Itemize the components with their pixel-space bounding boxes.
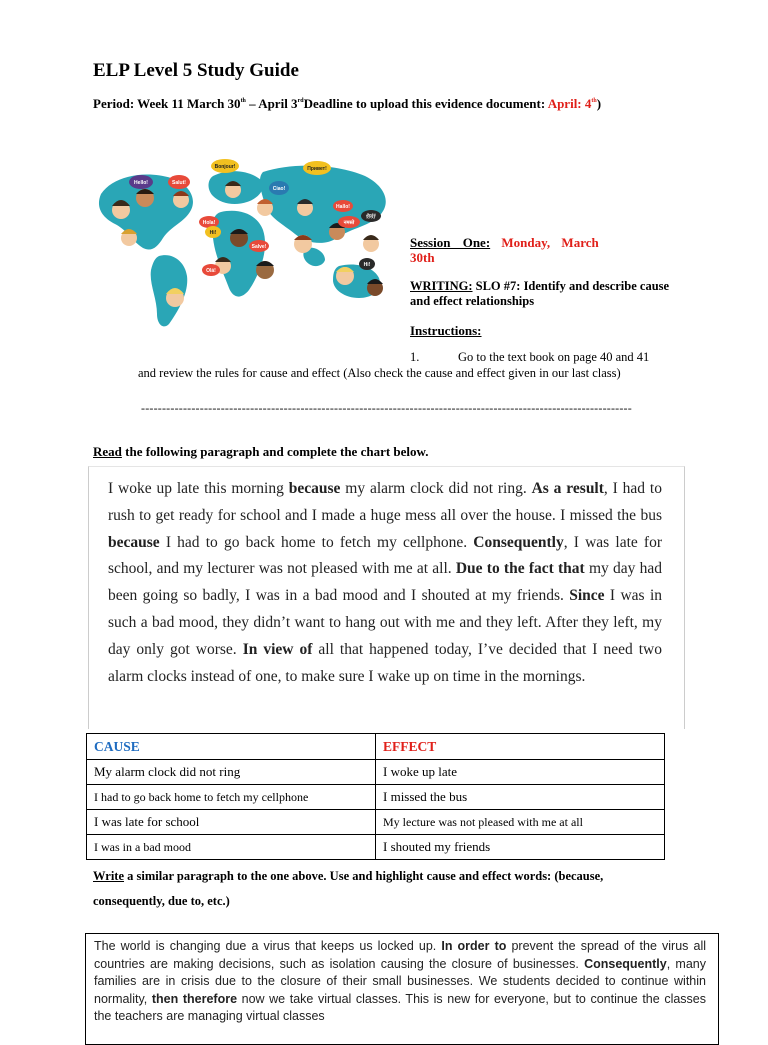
- writing-label: WRITING:: [410, 279, 473, 293]
- bubble-text: Hi!: [209, 230, 217, 236]
- bubble-text: Hallo!: [336, 204, 350, 210]
- paragraph-text: prevent the spread of the virus all countries are making decisions, such as isolation causing the closure of businesses.: [94, 939, 706, 971]
- paragraph-text: I was in such a bad mood, they didn’t want to hang out with me and they left. After they left, my day only got worse.: [108, 587, 662, 658]
- paragraph-text: , many families are in crisis due to the closure of their small businesses. We students decided to continue within normality,: [94, 956, 706, 1006]
- bubble-text: Привет!: [307, 166, 327, 172]
- highlighted-connector: because: [108, 533, 160, 551]
- highlighted-connector: Due to the fact that: [455, 560, 585, 578]
- effect-cell: My lecture was not pleased with me at all: [376, 810, 665, 835]
- chart-header-row: [87, 734, 665, 760]
- bubble-text: Hi!: [363, 262, 371, 268]
- bubble-text: 你好: [365, 214, 377, 220]
- period-mid: – April 3: [245, 96, 298, 111]
- table-row: [87, 835, 665, 860]
- highlighted-connector: As a result: [531, 480, 604, 497]
- bubble-text: Ciao!: [272, 186, 286, 192]
- deadline-sup: th: [591, 98, 597, 104]
- effect-cell: I shouted my friends: [376, 835, 665, 860]
- instructions-heading: Instructions:: [410, 323, 482, 338]
- paragraph-text: now we take virtual classes. This is new for everyone, but to continue the classes the teachers are managing virtual classes: [94, 991, 706, 1023]
- read-word: Read: [93, 444, 122, 459]
- bubble-text: Olá!: [206, 268, 216, 274]
- writing-slo: [410, 279, 680, 309]
- cause-cell: I was in a bad mood: [87, 835, 376, 860]
- paragraph-text: , I was late for school, and my lecturer was not pleased with me at all.: [108, 533, 662, 578]
- header-cause: CAUSE: [87, 734, 376, 760]
- answer-paragraph: [94, 938, 706, 1026]
- header-effect: EFFECT: [376, 734, 665, 760]
- effect-cell: I missed the bus: [376, 785, 665, 810]
- deadline-label: Deadline to upload this evidence document:: [303, 96, 548, 111]
- writing-text: SLO #7: Identify and describe cause and effect relationships: [410, 279, 670, 308]
- period-sup-th: th: [240, 98, 246, 104]
- session-date: Monday, March 30th: [410, 235, 599, 265]
- bubble-text: Salut!: [172, 180, 186, 186]
- cause-cell: I was late for school: [87, 810, 376, 835]
- bubble-text: Hola!: [202, 220, 216, 226]
- paragraph-text: my day had been going so badly, I was in a bad mood and I shouted at my friends.: [108, 560, 662, 605]
- cause-cell: I had to go back home to fetch my cellphone: [87, 785, 376, 810]
- read-instruction: [93, 444, 428, 460]
- highlighted-connector: Consequently: [473, 533, 564, 551]
- paragraph-text: I had to go back home to fetch my cellphone.: [159, 533, 474, 551]
- table-row: [87, 760, 665, 785]
- step-continuation: and review the rules for cause and effect (Also check the cause and effect given in our last class): [138, 366, 621, 380]
- write-instruction: [93, 864, 673, 914]
- highlighted-connector: then therefore: [151, 991, 238, 1006]
- step-text: Go to the text book on page 40 and 41: [458, 350, 650, 364]
- dashed-divider: ---------------------------------------------------------------------------------------------------------------------: [141, 401, 632, 415]
- period-prefix: Period: Week 11 March 30: [93, 96, 241, 111]
- highlighted-connector: Since: [569, 587, 605, 605]
- highlighted-connector: because: [288, 480, 341, 497]
- highlighted-connector: In view of: [242, 640, 313, 658]
- highlighted-connector: In order to: [441, 939, 507, 953]
- world-greetings-illustration: [93, 148, 399, 332]
- table-row: [87, 785, 665, 810]
- cause-effect-chart: [86, 733, 665, 860]
- bubble-text: नमस्ते: [343, 220, 355, 226]
- paragraph-text: I woke up late this morning: [108, 480, 289, 497]
- cause-cell: My alarm clock did not ring: [87, 760, 376, 785]
- bubble-text: Hello!: [134, 180, 148, 186]
- highlighted-connector: Consequently: [584, 956, 667, 971]
- paragraph-text: my alarm clock did not ring.: [340, 480, 532, 497]
- paragraph-text: , I had to rush to get ready for school and I made a huge mess all over the house. I missed the bus: [108, 480, 662, 524]
- write-word: Write: [93, 869, 125, 883]
- effect-cell: I woke up late: [376, 760, 665, 785]
- page-title: ELP Level 5 Study Guide: [93, 60, 299, 81]
- deadline-close: ): [596, 96, 602, 111]
- bubble-text: Salve!: [251, 244, 267, 250]
- bubble-text: Bonjour!: [214, 164, 236, 170]
- paragraph-text: The world is changing due a virus that keeps us locked up.: [94, 939, 442, 953]
- paragraph-text: all that happened today, I’ve decided that I need two alarm clocks instead of one, to make sure I wake up on time in the mornings.: [108, 640, 662, 685]
- period-sup-rd: rd: [297, 98, 304, 104]
- step-number: 1.: [410, 350, 420, 364]
- table-row: [87, 810, 665, 835]
- session-label: Session One:: [410, 235, 491, 250]
- reading-paragraph: [108, 476, 662, 690]
- period-line: [93, 96, 601, 112]
- write-rest: a similar paragraph to the one above. Use and highlight cause and effect words: (because, consequently, due to, etc.): [93, 869, 604, 908]
- read-rest: the following paragraph and complete the chart below.: [121, 444, 429, 459]
- session-heading: [410, 235, 614, 265]
- deadline-date: April: 4: [547, 96, 592, 111]
